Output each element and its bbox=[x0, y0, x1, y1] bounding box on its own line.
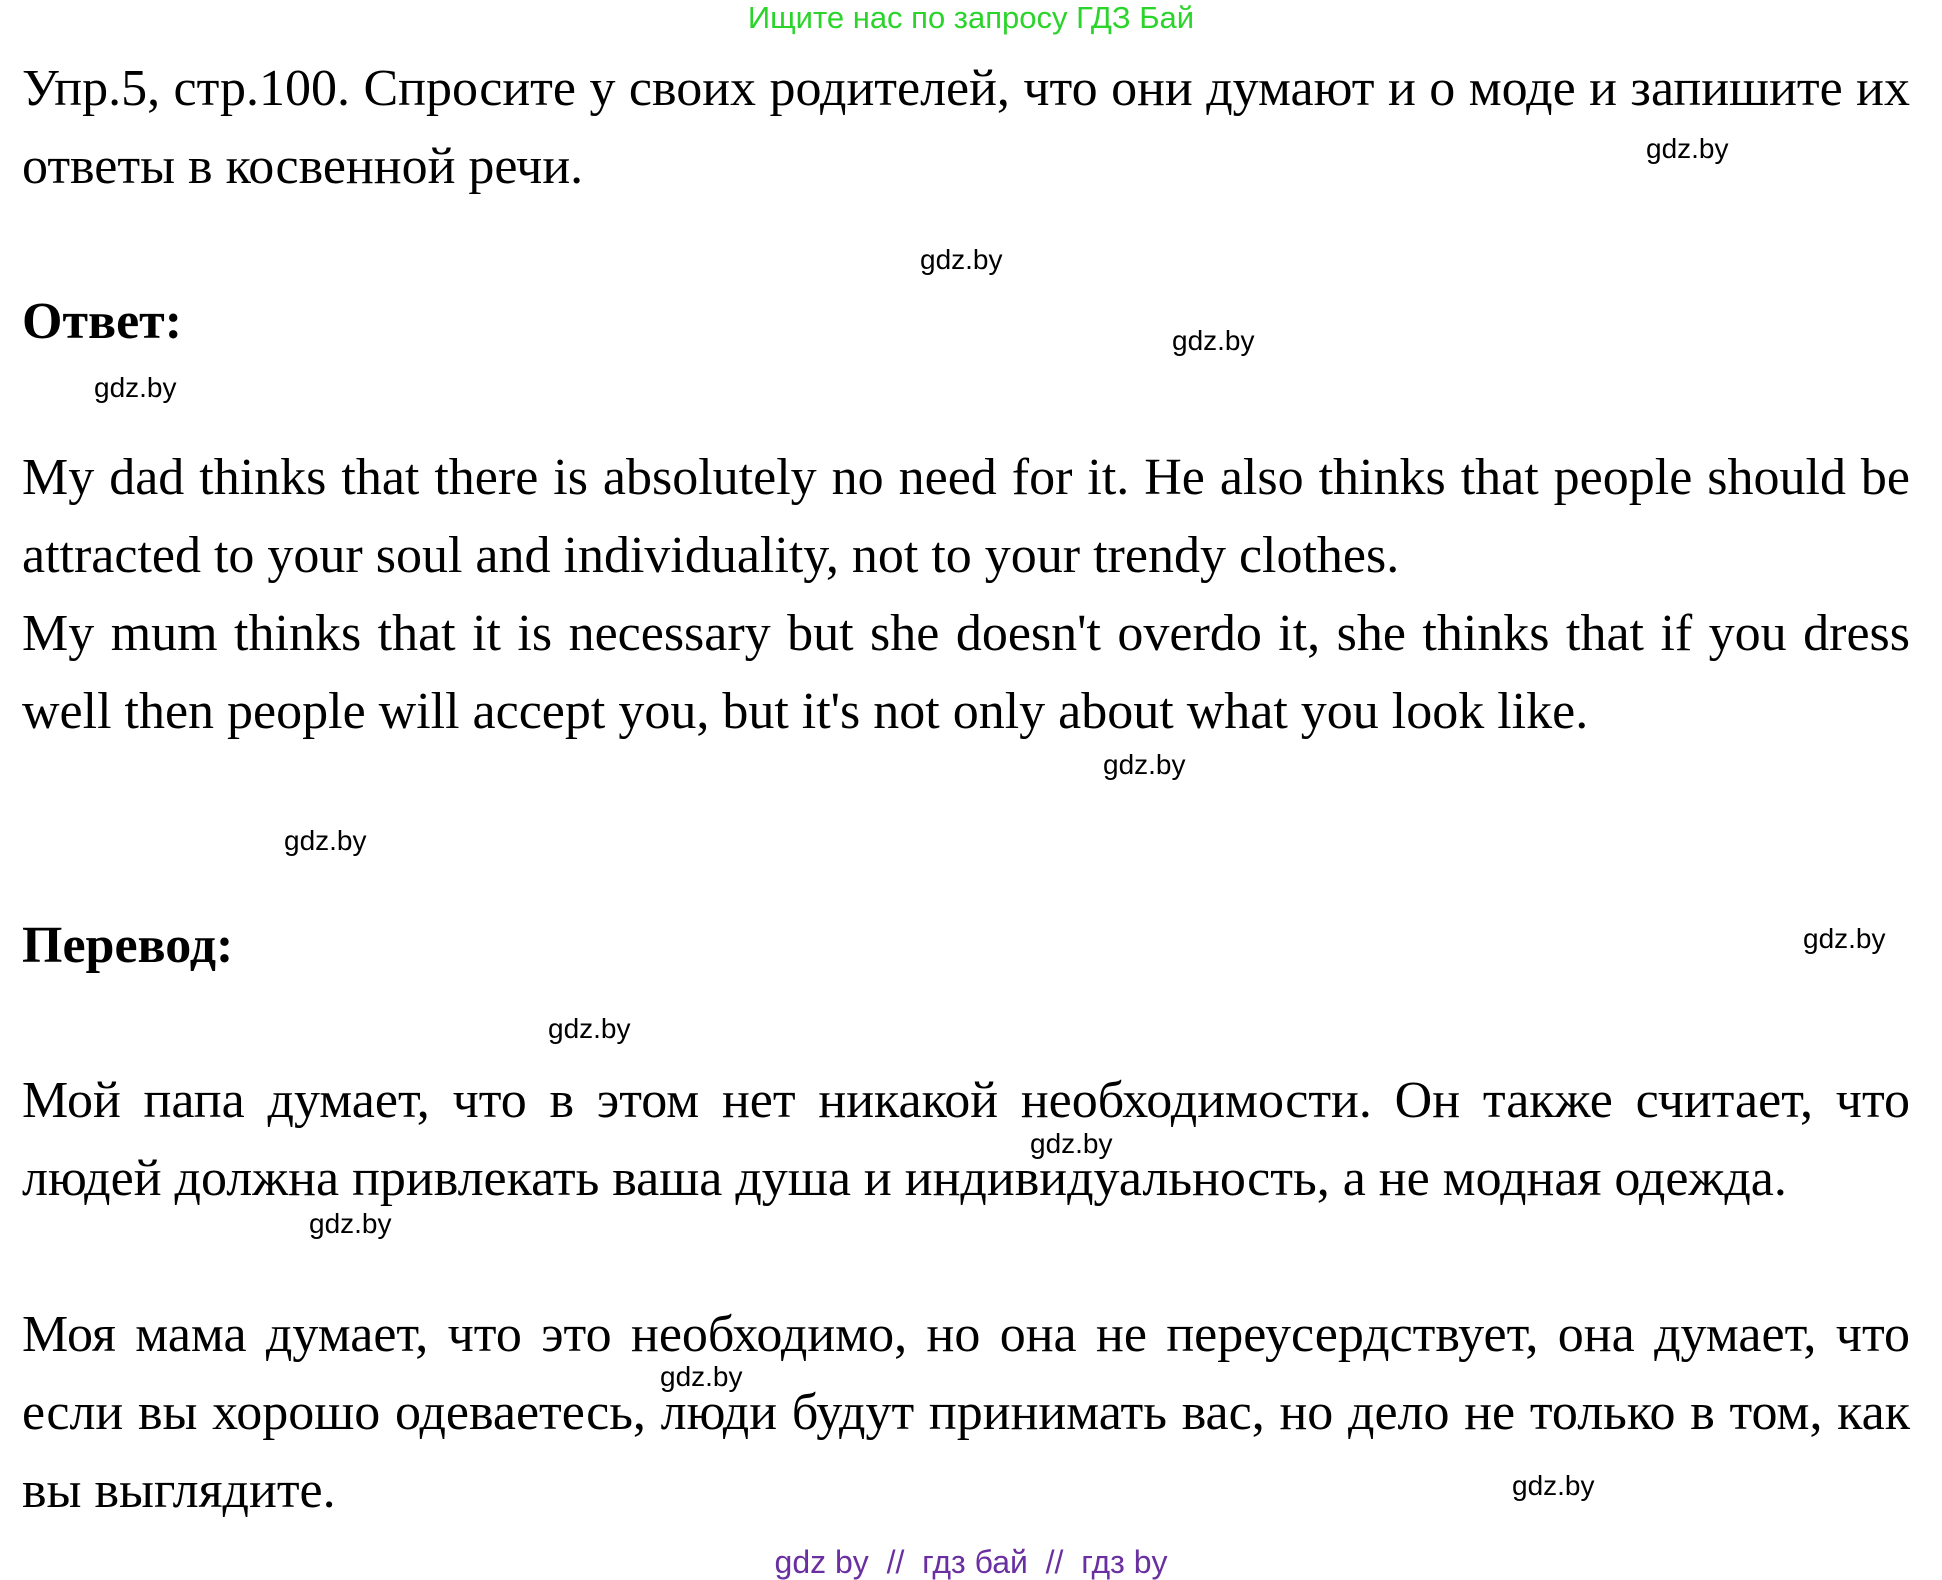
task-text: Упр.5, стр.100. Спросите у своих родителей, что они думают и о моде и запишите их ответы в косвенной речи. bbox=[22, 60, 1910, 195]
watermark: gdz.by bbox=[1803, 923, 1886, 954]
footer-links: gdz by // гдз бай // гдз by bbox=[774, 1544, 1168, 1580]
watermark: gdz.by bbox=[1646, 133, 1729, 164]
translation-paragraph-2: Моя мама думает, что это необходимо, но она не переусердствует, она думает, что если вы хорошо одеваетесь, люди будут принимать вас, но дело не только в том, как вы выглядите. bbox=[22, 1306, 1910, 1519]
answer-paragraph-1: My dad thinks that there is absolutely no need for it. He also thinks that people should be attracted to your soul and individuality, not to your trendy clothes. bbox=[22, 449, 1910, 584]
watermark: gdz.by bbox=[920, 244, 1003, 275]
answer-heading: Ответ: bbox=[22, 293, 183, 350]
watermark: gdz.by bbox=[1172, 325, 1255, 356]
watermark: gdz.by bbox=[309, 1208, 392, 1239]
watermark: gdz.by bbox=[1030, 1128, 1113, 1159]
watermark: gdz.by bbox=[548, 1013, 631, 1044]
translation-heading: Перевод: bbox=[22, 917, 234, 974]
watermark: gdz.by bbox=[284, 825, 367, 856]
top-banner: Ищите нас по запросу ГДЗ Бай bbox=[747, 0, 1195, 35]
watermark: gdz.by bbox=[1103, 749, 1186, 780]
watermark: gdz.by bbox=[94, 372, 177, 403]
answer-paragraph-2: My mum thinks that it is necessary but she doesn't overdo it, she thinks that if you dress well then people will accept you, but it's not only about what you look like. bbox=[22, 605, 1910, 740]
watermark: gdz.by bbox=[1512, 1470, 1595, 1501]
translation-paragraph-1: Мой папа думает, что в этом нет никакой необходимости. Он также считает, что людей должна привлекать ваша душа и индивидуальность, а не модная одежда. bbox=[22, 1072, 1910, 1207]
watermark: gdz.by bbox=[660, 1361, 743, 1392]
